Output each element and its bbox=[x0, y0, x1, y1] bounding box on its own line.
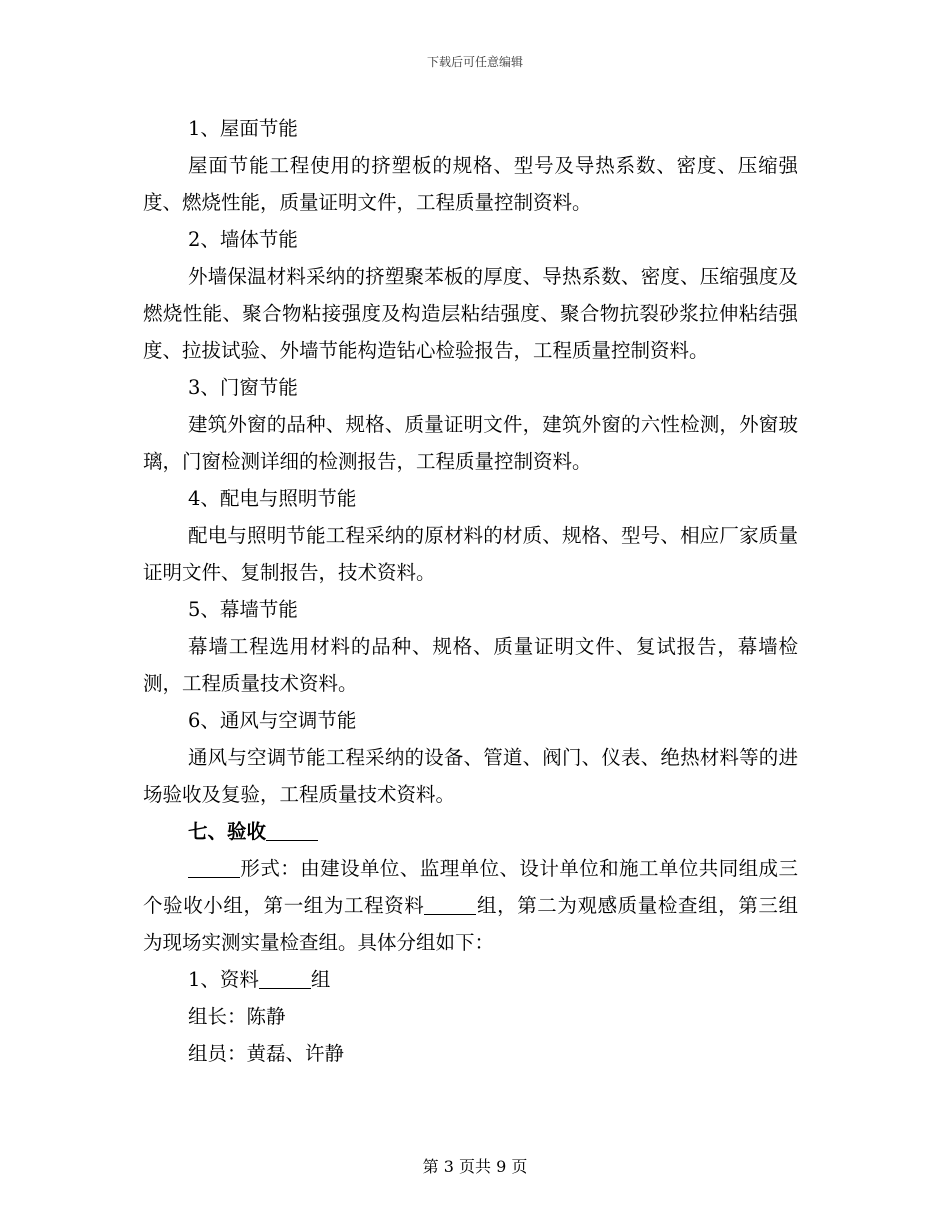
section-paragraph: 配电与照明节能工程采纳的原材料的材质、规格、型号、相应厂家质量证明文件、复制报告，技术资料。 bbox=[143, 524, 798, 584]
page-footer: 第 3 页共 9 页 bbox=[422, 1157, 528, 1176]
group-title: 1、资料 bbox=[188, 968, 259, 991]
section-paragraph: 外墙保温材料采纳的挤塑聚苯板的厚度、导热系数、密度、压缩强度及燃烧性能、聚合物粘接强度及构造层粘结强度、聚合物抗裂砂浆拉伸粘结强度、拉拔试验、外墙节能构造钻心检验报告，工程质量控制资料。 bbox=[143, 265, 798, 362]
section-paragraph: 通风与空调节能工程采纳的设备、管道、阀门、仪表、绝热材料等的进场验收及复验，工程质量技术资料。 bbox=[143, 746, 798, 806]
section-paragraph: 屋面节能工程使用的挤塑板的规格、型号及导热系数、密度、压缩强度、燃烧性能，质量证明文件，工程质量控制资料。 bbox=[143, 154, 798, 214]
acceptance-title: 七、验收 bbox=[188, 820, 267, 843]
blank-underline bbox=[266, 821, 318, 842]
section-paragraph: 建筑外窗的品种、规格、质量证明文件，建筑外窗的六性检测，外窗玻璃，门窗检测详细的检测报告，工程质量控制资料。 bbox=[143, 413, 798, 473]
page-header: 下载后可任意编辑 bbox=[426, 55, 523, 69]
blank-underline bbox=[259, 969, 311, 990]
group-members: 组员：黄磊、许静 bbox=[188, 1042, 345, 1065]
document-body bbox=[143, 110, 798, 1072]
acceptance-form-paragraph bbox=[143, 850, 798, 961]
section-heading: 3、门窗节能 bbox=[188, 376, 298, 399]
acceptance-form-mid: 组，第二为观感质量检查组，第三组为现场实测实量检查组。具体分组如下： bbox=[143, 894, 798, 954]
group-heading bbox=[143, 961, 798, 998]
section-heading: 6、通风与空调节能 bbox=[188, 709, 357, 732]
blank-underline bbox=[424, 895, 476, 916]
section-heading: 4、配电与照明节能 bbox=[188, 487, 357, 510]
blank-underline bbox=[188, 858, 240, 879]
section-paragraph: 幕墙工程选用材料的品种、规格、质量证明文件、复试报告，幕墙检测，工程质量技术资料。 bbox=[143, 635, 798, 695]
section-heading: 5、幕墙节能 bbox=[188, 598, 298, 621]
acceptance-form-lead: 形式：由建设单位、监理单位、设计单位和施工单位共同组成三个验收小组，第一组为工程资料 bbox=[143, 857, 798, 917]
section-heading: 2、墙体节能 bbox=[188, 228, 298, 251]
group-leader: 组长：陈静 bbox=[188, 1005, 286, 1028]
section-heading: 1、屋面节能 bbox=[188, 117, 298, 140]
group-title-end: 组 bbox=[310, 968, 331, 991]
acceptance-heading bbox=[143, 813, 798, 850]
